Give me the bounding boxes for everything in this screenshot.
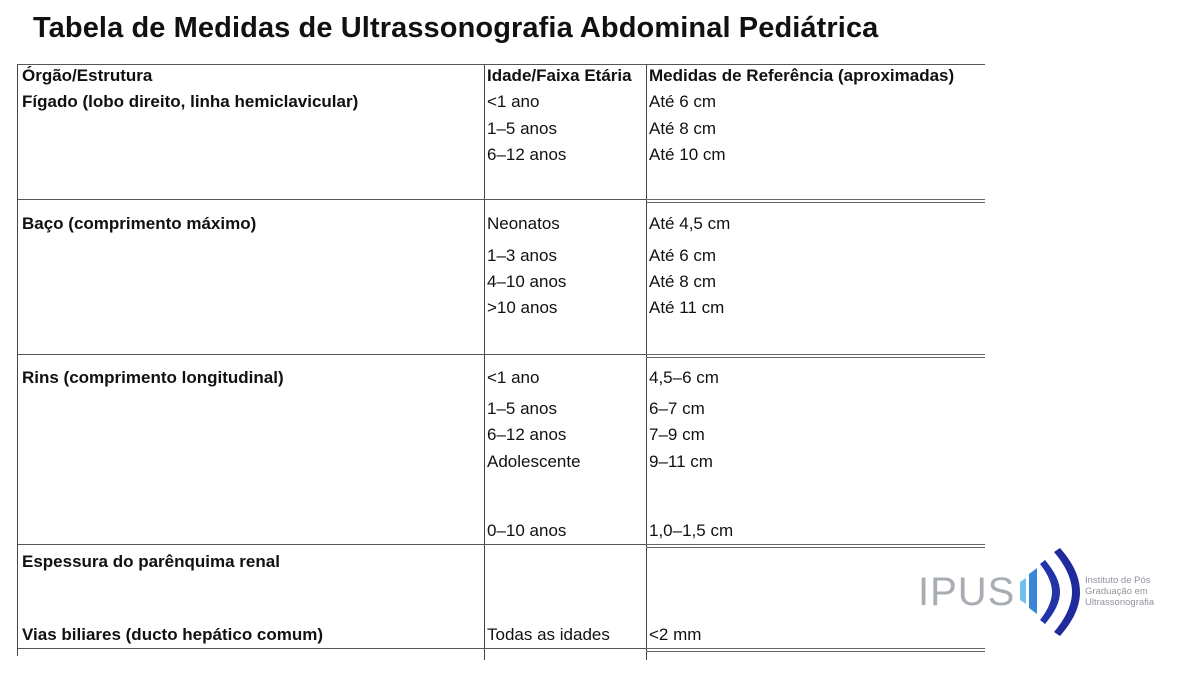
- measure-cell: Até 8 cm: [649, 119, 717, 138]
- measure-cell: Até 10 cm: [649, 145, 726, 164]
- age-cell: 6–12 anos: [487, 425, 567, 444]
- organ-liver: Fígado (lobo direito, linha hemiclavicular): [22, 92, 359, 111]
- measure-cell: Até 6 cm: [649, 246, 717, 265]
- table-border-bottom-double: [646, 648, 985, 652]
- measure-cell: 4,5–6 cm: [649, 368, 719, 387]
- age-cell: 0–10 anos: [487, 521, 567, 540]
- column-divider-2: [646, 64, 647, 660]
- logo-subtitle-line: Ultrassonografia: [1085, 597, 1155, 608]
- age-cell: Neonatos: [487, 214, 560, 233]
- logo-subtitle-line: Graduação em: [1085, 586, 1148, 597]
- logo-wordmark: IPUS: [918, 570, 1016, 614]
- measure-cell: <2 mm: [649, 625, 702, 644]
- organ-kidneys: Rins (comprimento longitudinal): [22, 368, 284, 387]
- header-measure: Medidas de Referência (aproximadas): [649, 66, 955, 85]
- table-border-top: [17, 64, 985, 65]
- age-cell: 1–3 anos: [487, 246, 557, 265]
- logo-waves-icon: [1018, 544, 1084, 640]
- table-border-left: [17, 64, 18, 656]
- measure-cell: Até 6 cm: [649, 92, 717, 111]
- age-cell: 1–5 anos: [487, 119, 557, 138]
- age-cell: <1 ano: [487, 92, 540, 111]
- age-cell: 1–5 anos: [487, 399, 557, 418]
- section-divider-1-double: [646, 199, 985, 203]
- age-cell: Todas as idades: [487, 625, 610, 644]
- age-cell: <1 ano: [487, 368, 540, 387]
- age-cell: 4–10 anos: [487, 272, 567, 291]
- age-cell: 6–12 anos: [487, 145, 567, 164]
- measure-cell: 1,0–1,5 cm: [649, 521, 734, 540]
- organ-bile-ducts: Vias biliares (ducto hepático comum): [22, 625, 324, 644]
- logo-subtitle-line: Instituto de Pós: [1085, 575, 1151, 586]
- measure-cell: 9–11 cm: [649, 452, 713, 471]
- column-divider-1: [484, 64, 485, 660]
- measure-cell: Até 4,5 cm: [649, 214, 731, 233]
- measure-cell: Até 11 cm: [649, 298, 725, 317]
- organ-spleen: Baço (comprimento máximo): [22, 214, 257, 233]
- age-cell: Adolescente: [487, 452, 581, 471]
- section-divider-2-double: [646, 354, 985, 358]
- measure-cell: 7–9 cm: [649, 425, 705, 444]
- logo-subtitle: [1085, 575, 1154, 608]
- organ-renal-parenchyma: Espessura do parênquima renal: [22, 552, 280, 571]
- measure-cell: 6–7 cm: [649, 399, 705, 418]
- ipus-logo: [918, 544, 1178, 640]
- header-organ: Órgão/Estrutura: [22, 66, 153, 85]
- measure-cell: Até 8 cm: [649, 272, 717, 291]
- header-age: Idade/Faixa Etária: [487, 66, 632, 85]
- age-cell: >10 anos: [487, 298, 558, 317]
- page-title: Tabela de Medidas de Ultrassonografia Abdominal Pediátrica: [33, 12, 879, 44]
